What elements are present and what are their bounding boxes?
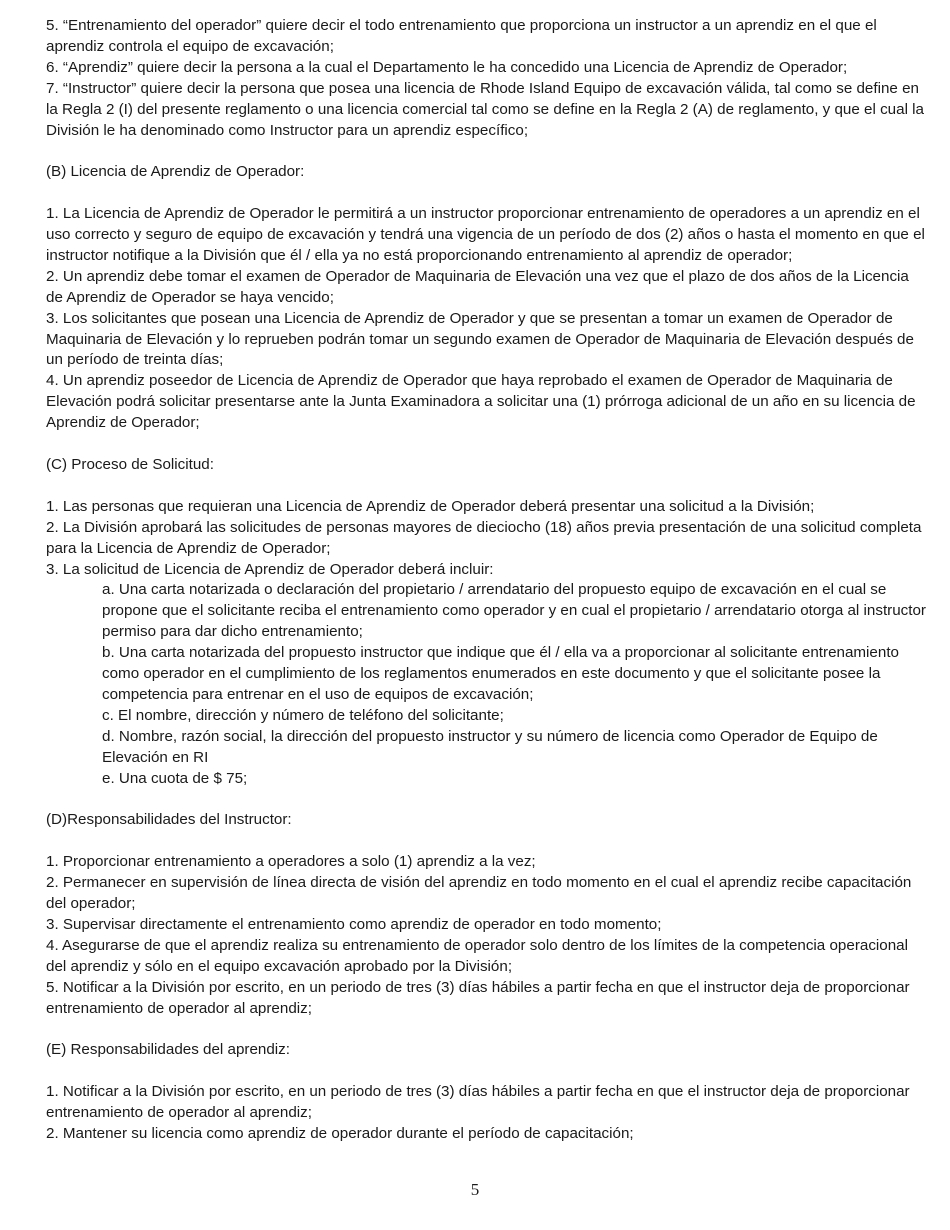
sub-list-item: b. Una carta notarizada del propuesto instructor que indique que él / ella va a proporcionar al solicitante entrenamiento como operador en el cumplimiento de los reglamentos enumerados en este documento y que el solicitante posee la competencia para entrenar en el uso de equipos de excavación;	[102, 644, 899, 703]
sub-list-item: d. Nombre, razón social, la dirección del propuesto instructor y su número de licencia como Operador de Equipo de Elevación en RI	[102, 727, 878, 766]
list-item: 1. Proporcionar entrenamiento a operadores a solo (1) aprendiz a la vez;	[46, 853, 536, 871]
spacer	[46, 183, 926, 204]
list-item: 1. Notificar a la División por escrito, en un periodo de tres (3) días hábiles a partir fecha en que el instructor deja de proporcionar entrenamiento de operador al aprendiz;	[46, 1083, 910, 1121]
section-heading-e: (E) Responsabilidades del aprendiz:	[46, 1041, 290, 1059]
spacer	[46, 434, 926, 455]
list-item: 5. Notificar a la División por escrito, en un periodo de tres (3) días hábiles a partir fecha en que el instructor deja de proporcionar entrenamiento de operador al aprendiz;	[46, 978, 910, 1017]
list-item: 2. Permanecer en supervisión de línea directa de visión del aprendiz en todo momento en el cual el aprendiz recibe capacitación del operador;	[46, 874, 912, 912]
list-item: 1. Las personas que requieran una Licencia de Aprendiz de Operador deberá presentar una solicitud a la División;	[46, 497, 815, 515]
page-number: 5	[470, 1180, 480, 1199]
definition-item: 6. “Aprendiz” quiere decir la persona a la cual el Departamento le ha concedido una Licencia de Aprendiz de Operador;	[46, 58, 848, 76]
section-heading-b: (B) Licencia de Aprendiz de Operador:	[46, 163, 305, 181]
definition-item: 5. “Entrenamiento del operador” quiere decir el todo entrenamiento que proporciona un instructor a un aprendiz en el que el aprendiz controla el equipo de excavación;	[46, 17, 877, 55]
list-item: 3. Los solicitantes que posean una Licencia de Aprendiz de Operador y que se presentan a tomar un examen de Operador de Maquinaria de Elevación y lo reprueben podrán tomar un segundo examen de Operador de Maquinaria de Elevación después de un período de treinta días;	[46, 309, 914, 369]
spacer	[46, 831, 926, 852]
document-page	[46, 16, 926, 1145]
sub-list-item: a. Una carta notarizada o declaración del propietario / arrendatario del propuesto equipo de excavación en el cual se propone que el solicitante reciba el entrenamiento como operador y en cual el propietario / arrendatario otorga al instructor permiso para dar dicho entrenamiento;	[102, 581, 926, 641]
spacer	[46, 476, 926, 497]
list-item: 2. Un aprendiz debe tomar el examen de Operador de Maquinaria de Elevación una vez que el plazo de dos años de la Licencia de Aprendiz de Operador se haya vencido;	[46, 267, 909, 306]
sub-list-item: c. El nombre, dirección y número de teléfono del solicitante;	[102, 706, 504, 724]
section-heading-d: (D)Responsabilidades del Instructor:	[46, 811, 292, 829]
list-item: 2. Mantener su licencia como aprendiz de operador durante el período de capacitación;	[46, 1124, 634, 1142]
list-item: 2. La División aprobará las solicitudes de personas mayores de dieciocho (18) años previa presentación de una solicitud completa para la Licencia de Aprendiz de Operador;	[46, 518, 922, 557]
list-item: 1. La Licencia de Aprendiz de Operador le permitirá a un instructor proporcionar entrenamiento de operadores a un aprendiz en el uso correcto y seguro de equipo de excavación y tendrá una vigencia de un período de dos (2) años o hasta el momento en que el instructor notifique a la División que él / ella ya no está proporcionando entrenamiento al aprendiz de operador;	[46, 205, 925, 264]
sub-list-item: e. Una cuota de $ 75;	[102, 769, 248, 787]
section-heading-c: (C) Proceso de Solicitud:	[46, 455, 214, 473]
spacer	[46, 1019, 926, 1040]
list-item: 4. Un aprendiz poseedor de Licencia de Aprendiz de Operador que haya reprobado el examen de Operador de Maquinaria de Elevación podrá solicitar presentarse ante la Junta Examinadora a solicitar una (1) prórroga adicional de un año en su licencia de Aprendiz de Operador;	[46, 372, 916, 432]
list-item: 3. La solicitud de Licencia de Aprendiz de Operador deberá incluir:	[46, 560, 494, 578]
spacer	[46, 1061, 926, 1082]
list-item: 4. Asegurarse de que el aprendiz realiza su entrenamiento de operador solo dentro de los límites de la competencia operacional del aprendiz y sólo en el equipo excavación aprobado por la División;	[46, 936, 909, 975]
spacer	[46, 141, 926, 162]
list-item: 3. Supervisar directamente el entrenamiento como aprendiz de operador en todo momento;	[46, 915, 662, 933]
definition-item: 7. “Instructor” quiere decir la persona que posea una licencia de Rhode Island Equipo de excavación válida, tal como se define en la Regla 2 (I) del presente reglamento o una licencia comercial tal como se define en la Regla 2 (A) de reglamento, y que el cual la División le ha denominado como Instructor para un aprendiz específico;	[46, 79, 924, 139]
spacer	[46, 789, 926, 810]
